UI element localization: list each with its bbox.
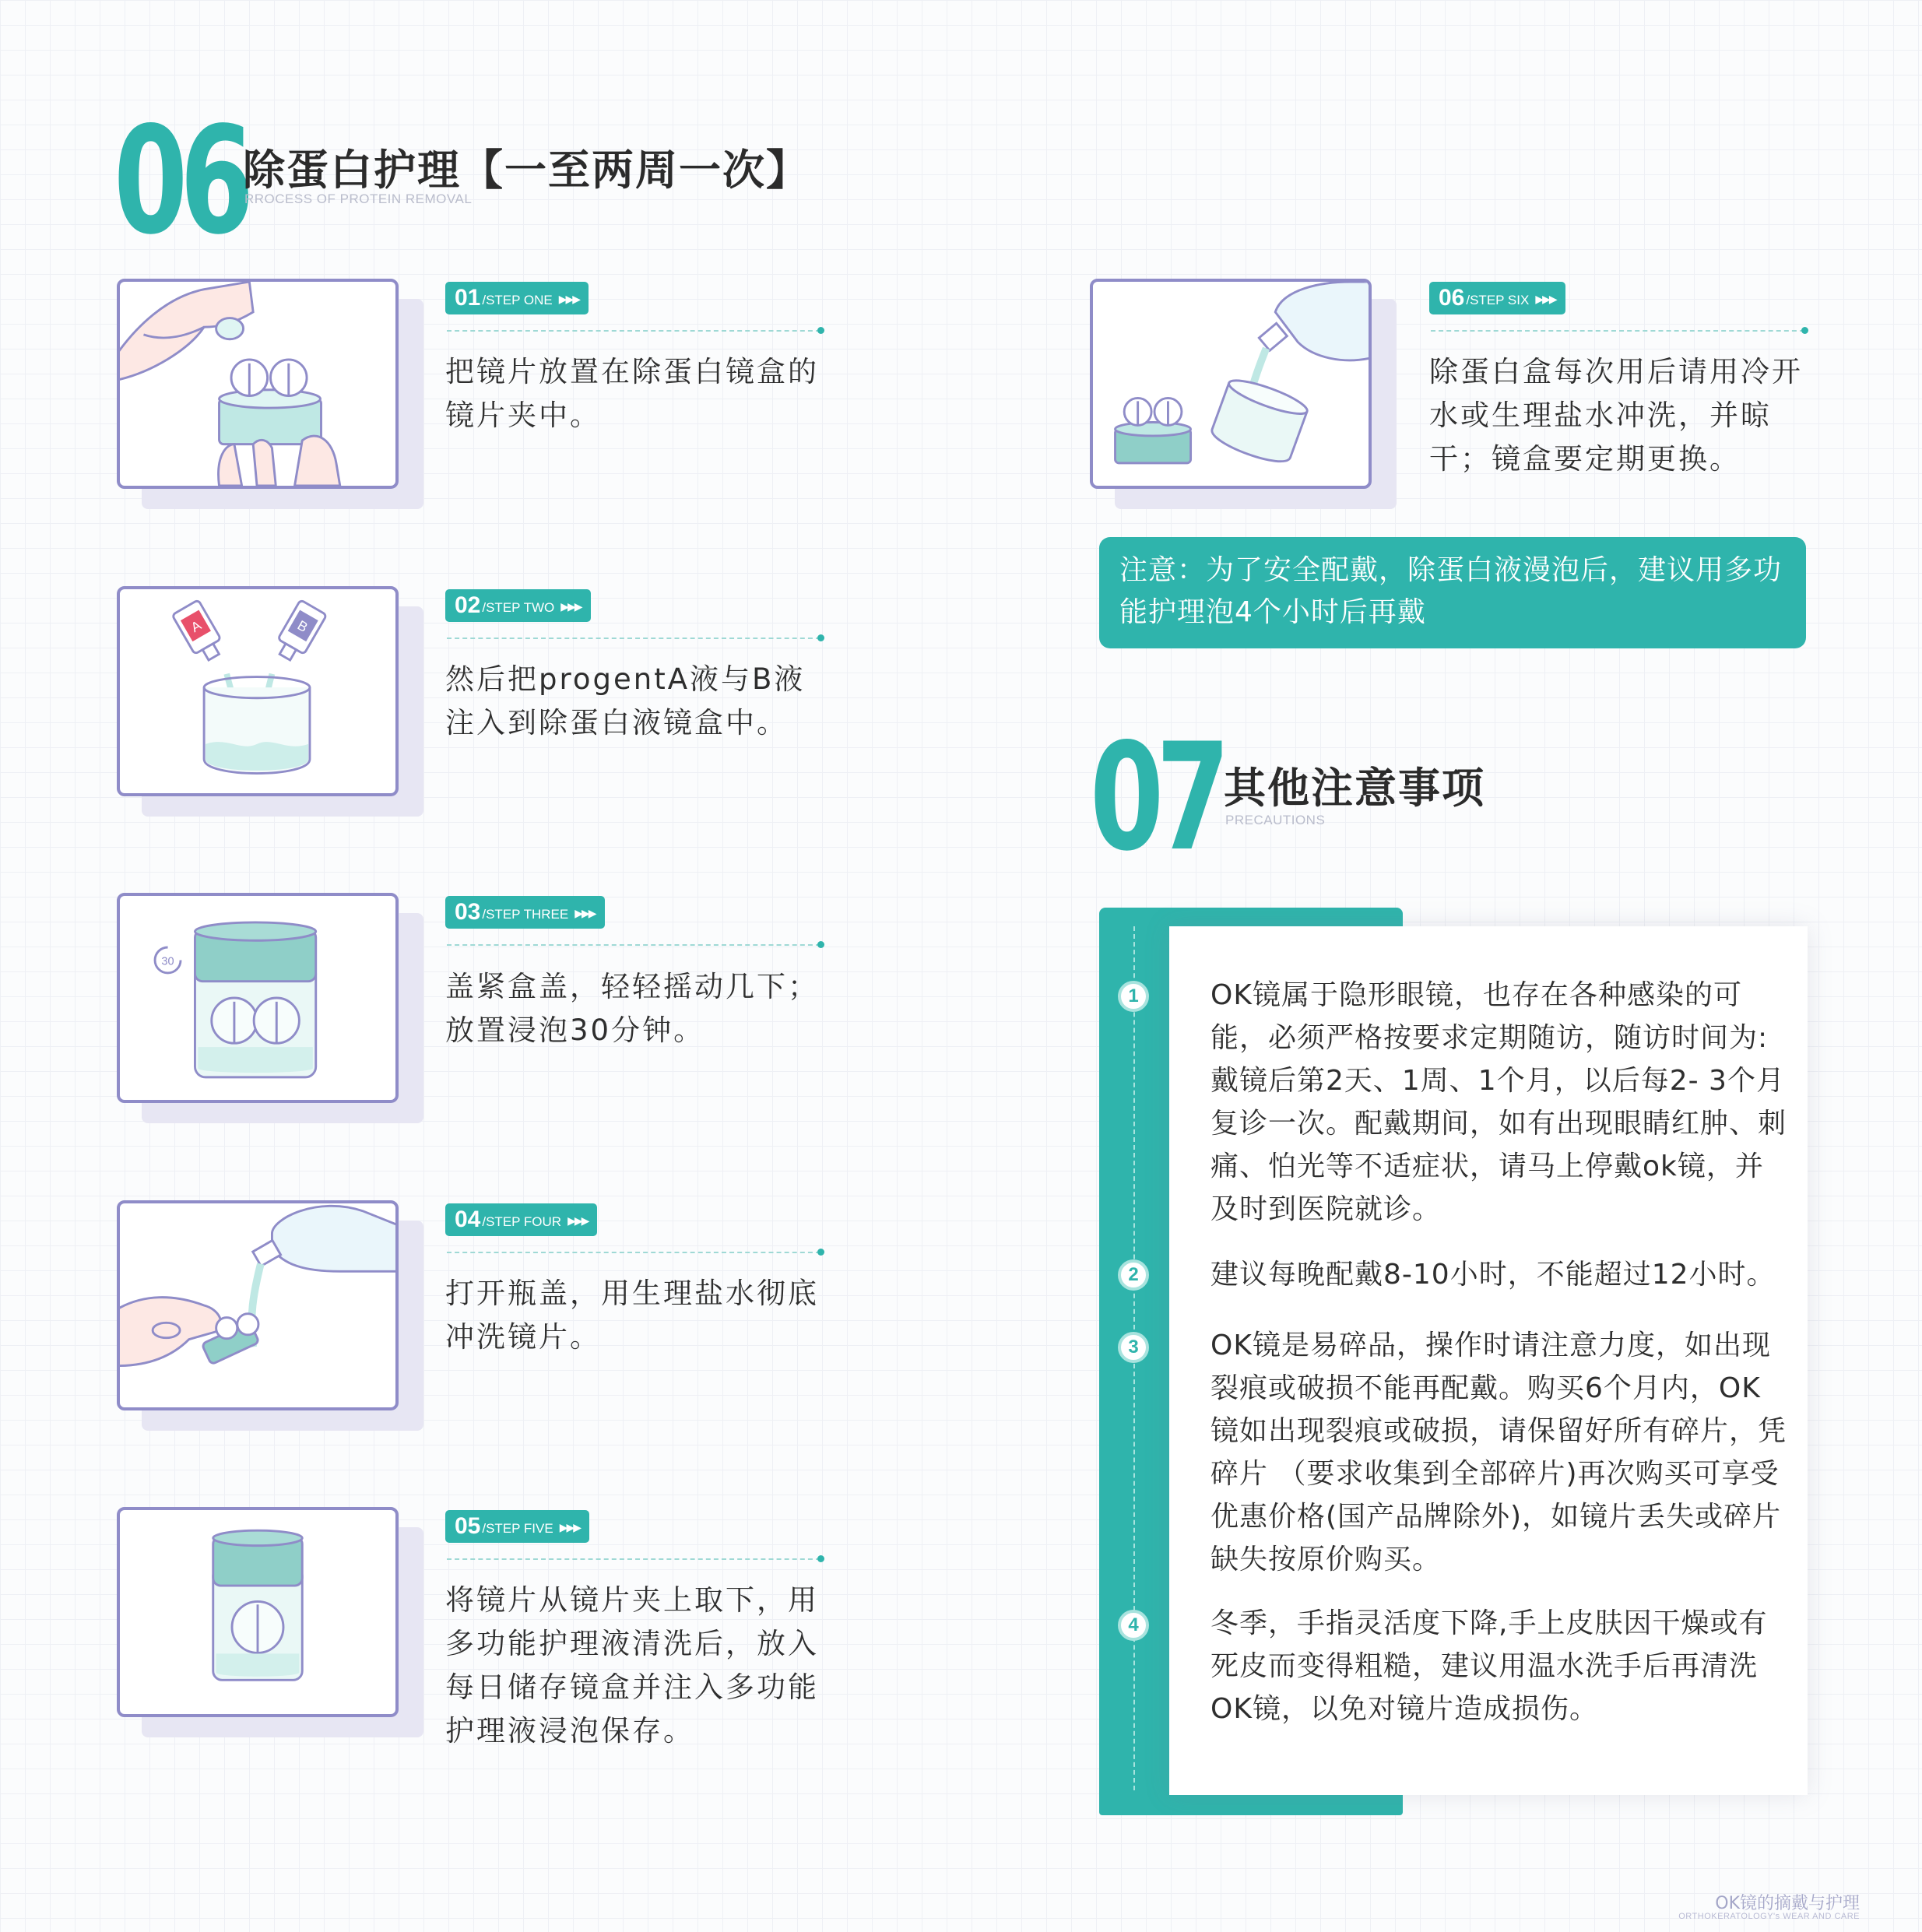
step-02-text: 然后把progentA液与B液注入到除蛋白液镜盒中。 (445, 662, 806, 739)
rinsing-lens-icon (120, 1203, 395, 1407)
section-07-title: 其他注意事项 (1224, 764, 1485, 813)
step-04-badge (445, 1203, 597, 1236)
section-06-number: 06 (114, 95, 247, 267)
footer-subtitle: ORTHOKERATOLOGY's WEAR AND CARE (1678, 1912, 1860, 1921)
step-05-number: 05 (455, 1513, 481, 1539)
step-02-number: 02 (455, 592, 481, 618)
timer-value: 30 (161, 955, 174, 968)
step-01-divider (447, 330, 820, 332)
section-06-title: 除蛋白护理【一至两周一次】 (243, 146, 810, 195)
step-03-label: /STEP THREE (482, 907, 569, 922)
section-07-subtitle: PRECAUTIONS (1225, 813, 1326, 827)
step-04-arrows-icon: ▶▶▶ (567, 1215, 589, 1228)
rinsing-case-icon (1093, 282, 1369, 486)
step-03-arrows-icon: ▶▶▶ (574, 908, 596, 920)
step-05-arrows-icon: ▶▶▶ (559, 1522, 581, 1534)
precaution-1-text: OK镜属于隐形眼镜，也存在各种感染的可能，必须严格按要求定期随访，随访时间为:戴镜后第2天、1周、1个月，以后每2- 3个月复诊一次。配戴期间，如有出现眼睛红肿、刺痛、怕光等不适症状，请马上停戴ok镜，并及时到医院就诊。 (1210, 979, 1787, 1225)
step-06-text: 除蛋白盒每次用后请用冷开水或生理盐水冲洗，并晾干；镜盒要定期更换。 (1429, 355, 1803, 476)
step-03-badge (445, 896, 605, 929)
step-05-divider (447, 1558, 820, 1560)
closed-case-timer-icon (120, 896, 395, 1100)
step-02-card (117, 586, 399, 796)
step-03-number: 03 (455, 899, 481, 925)
precaution-4-text: 冬季，手指灵活度下降,手上皮肤因干燥或有死皮而变得粗糙，建议用温水洗手后再清洗OK镜，以免对镜片造成损伤。 (1210, 1607, 1768, 1725)
svg-text:A: A (188, 616, 204, 636)
storage-case-icon (120, 1510, 395, 1714)
step-01-badge (445, 282, 589, 314)
step-02-badge (445, 589, 591, 622)
precaution-2-text: 建议每晚配戴8-10小时，不能超过12小时。 (1210, 1259, 1776, 1291)
step-03-card (117, 893, 399, 1103)
step-03-text: 盖紧盒盖，轻轻摇动几下；放置浸泡30分钟。 (445, 970, 819, 1047)
step-01-arrows-icon: ▶▶▶ (558, 293, 580, 306)
step-02-divider (447, 638, 820, 639)
step-06-arrows-icon: ▶▶▶ (1535, 293, 1556, 306)
step-04-card (117, 1200, 399, 1410)
precaution-2-number: 2 (1118, 1259, 1149, 1291)
precaution-4-number: 4 (1118, 1610, 1149, 1641)
step-06-divider (1431, 330, 1804, 332)
step-06-label: /STEP SIX (1466, 293, 1530, 307)
notice-banner: 注意：为了安全配戴，除蛋白液漫泡后，建议用多功能护理泡4个小时后再戴 (1099, 537, 1806, 648)
step-06-card (1090, 279, 1372, 489)
section-07-number: 07 (1090, 711, 1223, 883)
step-01-label: /STEP ONE (482, 293, 553, 307)
step-05-label: /STEP FIVE (482, 1521, 553, 1536)
step-04-divider (447, 1252, 820, 1253)
precaution-3-text: OK镜是易碎品，操作时请注意力度，如出现裂痕或破损不能再配戴。购买6个月内，OK镜如出现裂痕或破损，请保留好所有碎片，凭碎片 （要求收集到全部碎片)再次购买可享受优惠价格(国产品牌除外)，如镜片丢失或碎片缺失按原价购买。 (1210, 1330, 1787, 1575)
section-06-subtitle: RROCESS OF PROTEIN REMOVAL (244, 191, 473, 206)
footer-title: OK镜的摘戴与护理 (1715, 1894, 1860, 1913)
step-01-number: 01 (455, 285, 481, 311)
step-04-text: 打开瓶盖，用生理盐水彻底冲洗镜片。 (445, 1277, 819, 1354)
precaution-3-number: 3 (1118, 1332, 1149, 1363)
step-05-badge (445, 1510, 589, 1543)
step-01-card (117, 279, 399, 489)
step-05-text: 将镜片从镜片夹上取下，用多功能护理液清洗后，放入每日储存镜盒并注入多功能护理液浸泡保存。 (445, 1583, 819, 1748)
step-02-label: /STEP TWO (482, 600, 555, 615)
step-04-label: /STEP FOUR (482, 1214, 562, 1229)
step-03-divider (447, 944, 820, 946)
svg-text:B: B (294, 616, 311, 636)
step-06-number: 06 (1439, 285, 1465, 311)
hand-placing-lens-icon (120, 282, 395, 486)
pouring-solutions-icon (120, 589, 395, 793)
step-04-number: 04 (455, 1207, 481, 1232)
timer-icon (155, 947, 181, 973)
step-06-badge (1429, 282, 1565, 314)
step-05-card (117, 1507, 399, 1717)
step-01-text: 把镜片放置在除蛋白镜盒的镜片夹中。 (445, 355, 819, 432)
precaution-1-number: 1 (1118, 981, 1149, 1012)
step-02-arrows-icon: ▶▶▶ (560, 601, 582, 613)
